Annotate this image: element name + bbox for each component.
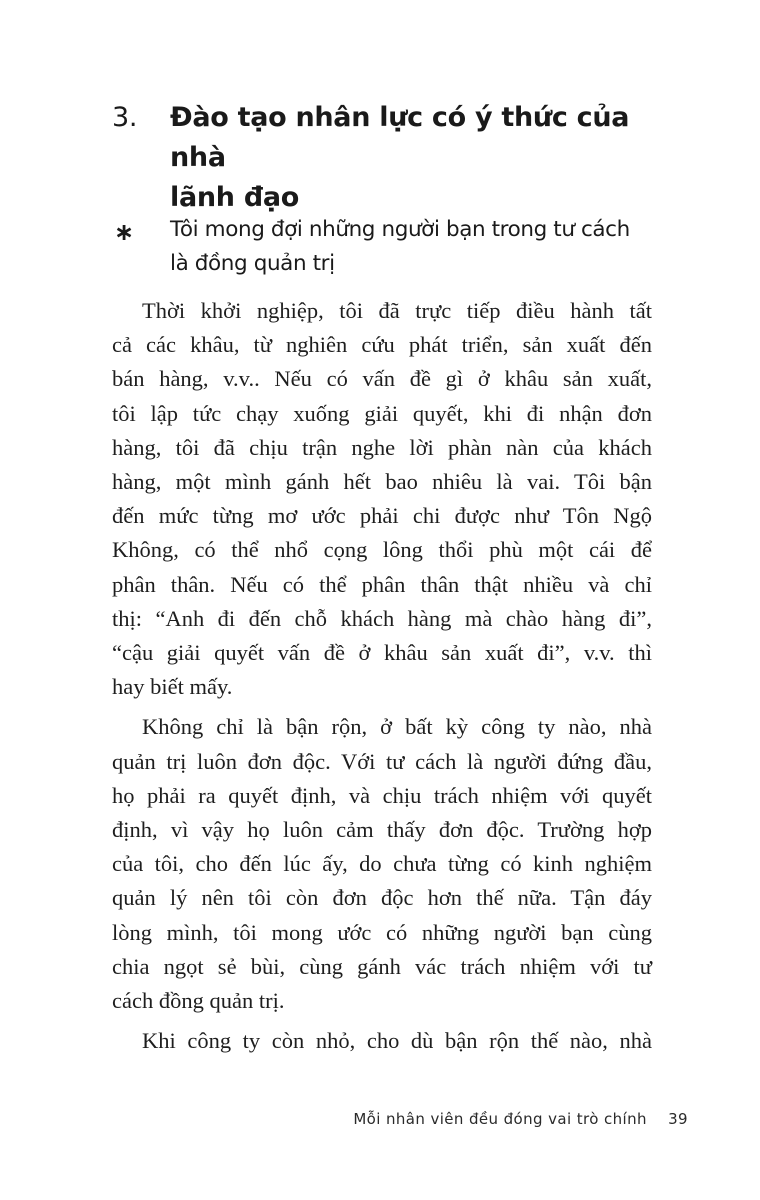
paragraph-1 bbox=[112, 294, 652, 704]
chapter-title-line-1: Đào tạo nhân lực có ý thức của nhà bbox=[170, 102, 630, 173]
running-title: Mỗi nhân viên đều đóng vai trò chính bbox=[353, 1110, 647, 1128]
section-title-line-2: là đồng quản trị bbox=[170, 251, 335, 276]
text-line: Thời khởi nghiệp, tôi đã trực tiếp điều hành tất bbox=[142, 298, 652, 323]
text-line: phân thân. Nếu có thể phân thân thật nhiều và chỉ bbox=[112, 571, 652, 597]
text-line: Không chỉ là bận rộn, ở bất kỳ công ty nào, nhà bbox=[142, 714, 652, 740]
text-line: đến mức từng mơ ước phải chi được như Tôn Ngộ bbox=[112, 503, 652, 529]
paragraph-3 bbox=[112, 1024, 652, 1058]
text-line: thị: “Anh đi đến chỗ khách hàng mà chào hàng đi”, bbox=[112, 605, 652, 631]
text-line: cách đồng quản trị. bbox=[112, 988, 285, 1014]
body-text bbox=[112, 294, 652, 1064]
asterisk-icon: ∗ bbox=[114, 218, 134, 246]
chapter-heading bbox=[112, 98, 672, 218]
chapter-title-line-2: lãnh đạo bbox=[170, 182, 300, 213]
text-line: bán hàng, v.v.. Nếu có vấn đề gì ở khâu sản xuất, bbox=[112, 366, 652, 392]
text-line: chia ngọt sẻ bùi, cùng gánh vác trách nhiệm với tư bbox=[112, 953, 652, 979]
text-line: định, vì vậy họ luôn cảm thấy đơn độc. Trường hợp bbox=[112, 817, 652, 843]
text-line: tôi lập tức chạy xuống giải quyết, khi đi nhận đơn bbox=[112, 400, 652, 426]
text-line: quản lý nên tôi còn đơn độc hơn thế nữa. Tận đáy bbox=[112, 885, 652, 911]
text-line: hàng, một mình gánh hết bao nhiêu là vai. Tôi bận bbox=[112, 469, 652, 495]
text-line: Khi công ty còn nhỏ, cho dù bận rộn thế nào, nhà bbox=[142, 1028, 652, 1054]
text-line: Không, có thể nhổ cọng lông thổi phù một cái để bbox=[112, 537, 652, 563]
section-heading bbox=[112, 213, 672, 281]
text-line: quản trị luôn đơn độc. Với tư cách là người đứng đầu, bbox=[112, 748, 652, 774]
page-footer bbox=[0, 1110, 688, 1128]
chapter-number: 3. bbox=[112, 102, 138, 133]
section-title-line-1: Tôi mong đợi những người bạn trong tư cách bbox=[170, 217, 630, 242]
text-line: của tôi, cho đến lúc ấy, do chưa từng có kinh nghiệm bbox=[112, 851, 652, 877]
page-number: 39 bbox=[668, 1110, 688, 1128]
text-line: hàng, tôi đã chịu trận nghe lời phàn nàn của khách bbox=[112, 434, 652, 460]
text-line: hay biết mấy. bbox=[112, 674, 233, 700]
text-line: “cậu giải quyết vấn đề ở khâu sản xuất đi”, v.v. thì bbox=[112, 640, 652, 666]
text-line: lòng mình, tôi mong ước có những người bạn cùng bbox=[112, 919, 652, 945]
text-line: họ phải ra quyết định, và chịu trách nhiệm với quyết bbox=[112, 782, 652, 808]
paragraph-2 bbox=[112, 710, 652, 1018]
text-line: cả các khâu, từ nghiên cứu phát triển, sản xuất đến bbox=[112, 332, 652, 358]
